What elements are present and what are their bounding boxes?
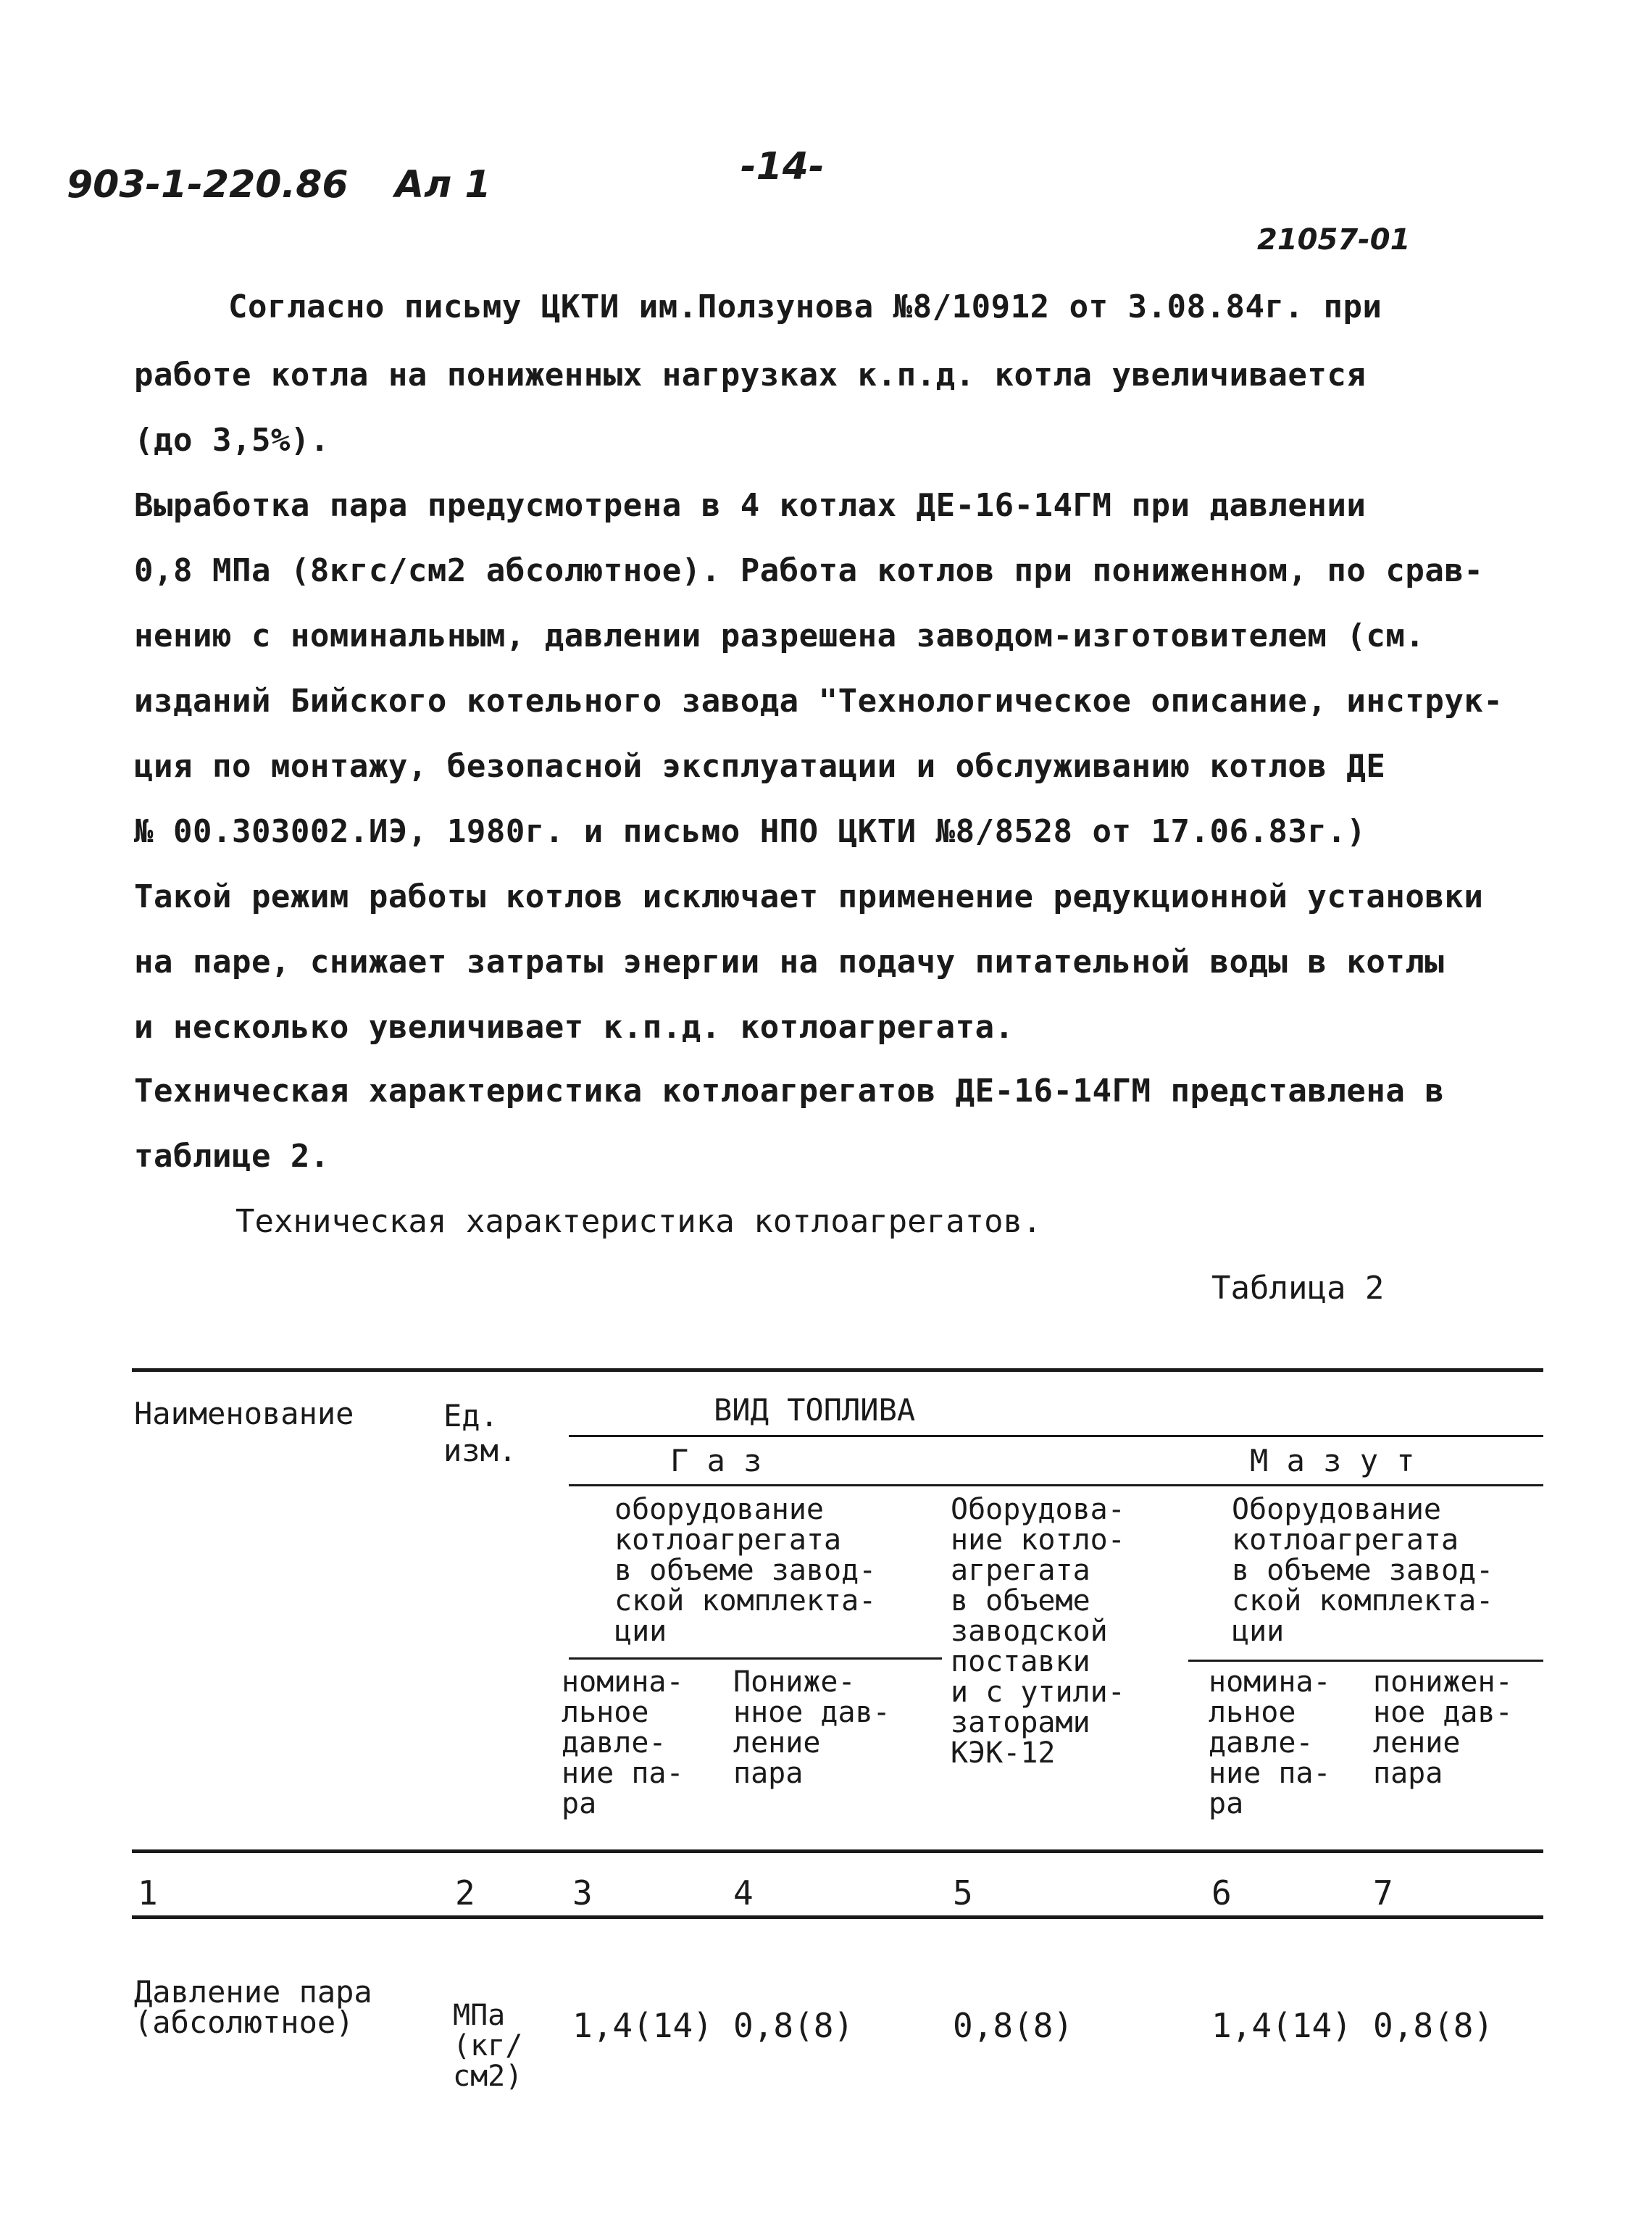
table-label: Таблица 2 — [1211, 1270, 1385, 1307]
header-mazut-factory: Оборудование котлоагрегата в объеме завод- ской комплекта- ции — [1232, 1493, 1494, 1648]
gas-subgroup-rule — [569, 1657, 942, 1660]
body-line: на паре, снижает затраты энергии на подачу питательной воды в котлы — [134, 944, 1445, 981]
column-number: 5 — [953, 1873, 973, 1913]
page-number: -14- — [741, 145, 825, 188]
table-row-unit: МПа (кг/ см2) — [453, 1999, 523, 2093]
table-row-name: Давление пара (абсолютное) — [134, 1974, 372, 2040]
sheet-code: 21057-01 — [1257, 223, 1411, 257]
body-line: работе котла на пониженных нагрузках к.п.д. котла увеличивается — [134, 357, 1367, 394]
body-line: Согласно письму ЦКТИ им.Ползунова №8/10912 от 3.08.84г. при — [228, 288, 1382, 325]
table-top-rule — [132, 1368, 1543, 1372]
body-line: и несколько увеличивает к.п.д. котлоагрегата. — [134, 1009, 1014, 1046]
document-code: 903-1-220.86 — [67, 163, 349, 207]
album-label: Ал 1 — [395, 163, 491, 207]
header-gas-factory: оборудование котлоагрегата в объеме завод- ской комплекта- ции — [614, 1493, 877, 1648]
header-name: Наименование — [134, 1396, 354, 1431]
header-unit: Ед. изм. — [443, 1398, 517, 1468]
body-line: нению с номинальным, давлении разрешена заводом-изготовителем (см. — [134, 617, 1425, 654]
header-gas: Г а з — [670, 1443, 762, 1478]
body-line: № 00.303002.ИЭ, 1980г. и письмо НПО ЦКТИ №8/8528 от 17.06.83г.) — [134, 813, 1367, 850]
fuel-type-rule — [569, 1435, 1543, 1437]
column-number: 7 — [1373, 1873, 1393, 1913]
column-numbers-rule — [132, 1915, 1543, 1919]
column-number: 3 — [572, 1873, 593, 1913]
header-gas-utilizer: Оборудова- ние котло- агрегата в объеме заводской поставки и с утили- заторами КЭК-12 — [951, 1493, 1125, 1770]
table-cell: 1,4(14) — [1211, 2006, 1352, 2045]
column-number: 2 — [455, 1873, 475, 1913]
table-cell: 0,8(8) — [953, 2006, 1074, 2045]
body-line: ция по монтажу, безопасной эксплуатации и обслуживанию котлов ДЕ — [134, 748, 1386, 785]
header-bottom-rule — [132, 1849, 1543, 1853]
body-line: (до 3,5%). — [134, 422, 330, 459]
body-line: изданий Бийского котельного завода "Технологическое описание, инструк- — [134, 683, 1503, 720]
body-line: 0,8 МПа (8кгс/см2 абсолютное). Работа котлов при пониженном, по срав- — [134, 552, 1484, 589]
body-line: таблице 2. — [134, 1138, 330, 1175]
body-line: Такой режим работы котлов исключает применение редукционной установки — [134, 878, 1484, 915]
table-cell: 0,8(8) — [733, 2006, 854, 2045]
column-number: 4 — [733, 1873, 754, 1913]
mazut-subgroup-rule — [1188, 1660, 1543, 1662]
column-number: 1 — [138, 1873, 158, 1913]
header-mazut-nominal: номина- льное давле- ние па- ра — [1209, 1665, 1331, 1820]
header-gas-reduced: Пониже- нное дав- ление пара — [733, 1665, 890, 1790]
header-mazut-reduced: понижен- ное дав- ление пара — [1373, 1665, 1513, 1790]
table-cell: 1,4(14) — [572, 2006, 713, 2045]
table-caption: Техническая характеристика котлоагрегатов. — [235, 1203, 1042, 1240]
fuel-group-rule — [569, 1484, 1543, 1486]
table-cell: 0,8(8) — [1373, 2006, 1494, 2045]
header-gas-nominal: номина- льное давле- ние па- ра — [562, 1665, 684, 1820]
column-number: 6 — [1211, 1873, 1232, 1913]
body-line: Выработка пара предусмотрена в 4 котлах ДЕ-16-14ГМ при давлении — [134, 487, 1367, 524]
header-mazut: М а з у т — [1250, 1443, 1415, 1478]
header-fuel-type: ВИД ТОПЛИВА — [714, 1392, 916, 1428]
body-line: Техническая характеристика котлоагрегатов ДЕ-16-14ГМ представлена в — [134, 1073, 1445, 1110]
